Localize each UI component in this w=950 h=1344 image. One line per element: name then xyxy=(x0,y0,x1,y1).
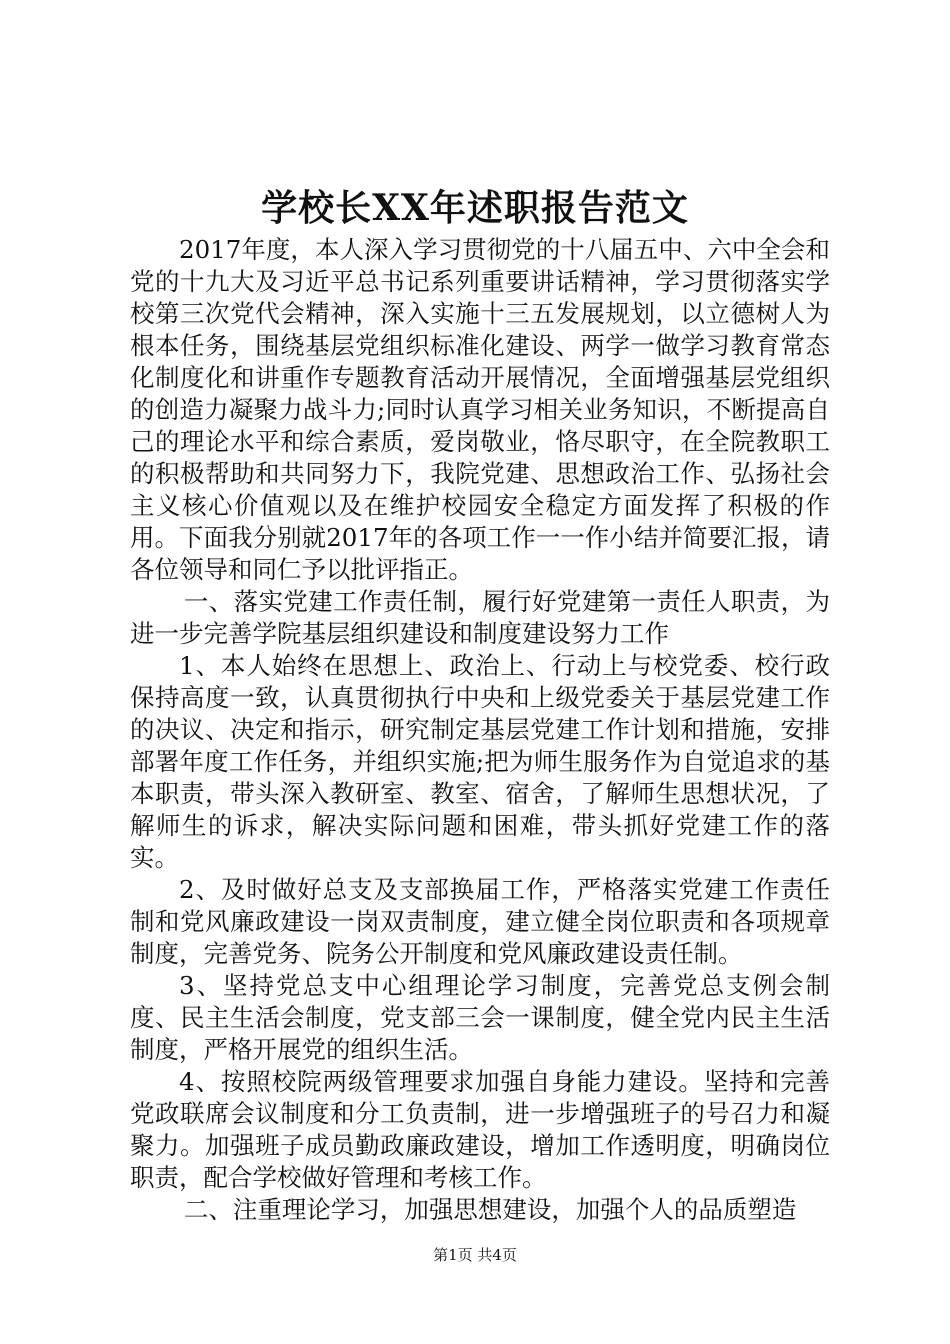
document-body xyxy=(130,234,830,1226)
paragraph-item-4: 4、按照校院两级管理要求加强自身能力建设。坚持和完善党政联席会议制度和分工负责制，进一步增强班子的号召力和凝聚力。加强班子成员勤政廉政建设，增加工作透明度，明确岗位职责，配合学校做好管理和考核工作。 xyxy=(130,1067,830,1192)
section-heading-1: 一、落实党建工作责任制，履行好党建第一责任人职责，为进一步完善学院基层组织建设和制度建设努力工作 xyxy=(130,587,830,648)
document-title: 学校长XX年述职报告范文 xyxy=(261,187,689,229)
paragraph-item-1: 1、本人始终在思想上、政治上、行动上与校党委、校行政保持高度一致，认真贯彻执行中央和上级党委关于基层党建工作的决议、决定和指示，研究制定基层党建工作计划和措施，安排部署年度工作任务，并组织实施;把为师生服务作为自觉追求的基本职责，带头深入教研室、教室、宿舍，了解师生思想状况，了解师生的诉求，解决实际问题和困难，带头抓好党建工作的落实。 xyxy=(130,651,830,872)
paragraph-item-3: 3、坚持党总支中心组理论学习制度，完善党总支例会制度、民主生活会制度，党支部三会一课制度，健全党内民主生活制度，严格开展党的组织生活。 xyxy=(130,971,830,1064)
section-heading-2: 二、注重理论学习，加强思想建设，加强个人的品质塑造 xyxy=(183,1195,797,1224)
paragraph-item-2: 2、及时做好总支及支部换届工作，严格落实党建工作责任制和党风廉政建设一岗双责制度，建立健全岗位职责和各项规章制度，完善党务、院务公开制度和党风廉政建设责任制。 xyxy=(130,875,830,968)
page-footer: 第1页 共4页 xyxy=(433,1246,517,1264)
paragraph-intro: 2017年度，本人深入学习贯彻党的十八届五中、六中全会和党的十九大及习近平总书记系列重要讲话精神，学习贯彻落实学校第三次党代会精神，深入实施十三五发展规划，以立德树人为根本任务，围绕基层党组织标准化建设、两学一做学习教育常态化制度化和讲重作专题教育活动开展情况，全面增强基层党组织的创造力凝聚力战斗力;同时认真学习相关业务知识，不断提高自己的理论水平和综合素质，爱岗敬业，恪尽职守，在全院教职工的积极帮助和共同努力下，我院党建、思想政治工作、弘扬社会主义核心价值观以及在维护校园安全稳定方面发挥了积极的作用。下面我分别就2017年的各项工作一一作小结并简要汇报，请各位领导和同仁予以批评指正。 xyxy=(130,235,830,584)
